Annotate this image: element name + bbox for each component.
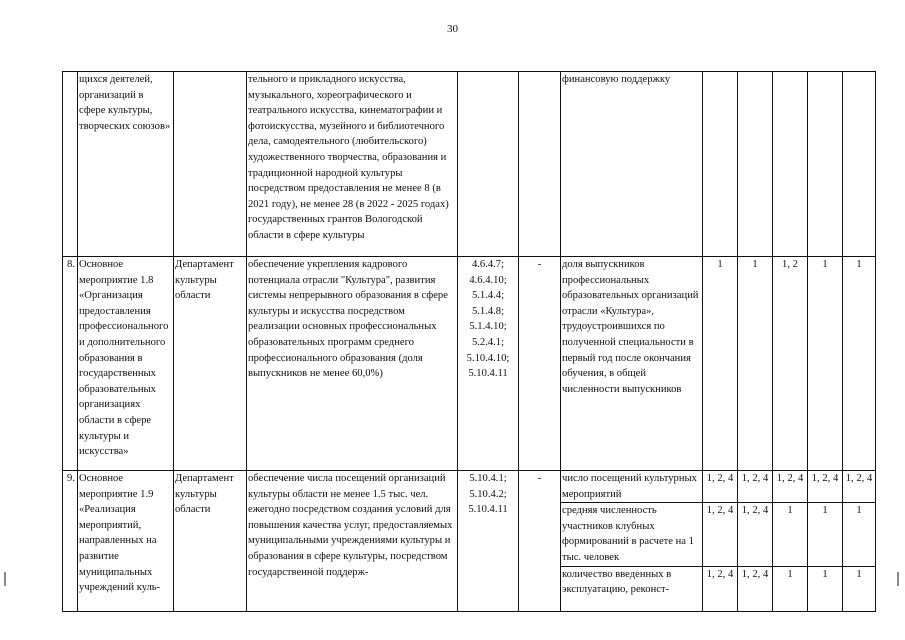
- year-value: 1, 2, 4: [738, 471, 773, 503]
- year-value: 1: [808, 503, 843, 566]
- year-value: 1: [738, 257, 773, 471]
- year-value: [738, 72, 773, 257]
- indicator-name: количество введенных в эксплуатацию, реконст-: [561, 566, 703, 611]
- year-value: 1, 2, 4: [703, 471, 738, 503]
- executor: [174, 72, 247, 257]
- table-row: [63, 72, 876, 257]
- indicator-name: финансовую поддержку: [561, 72, 703, 257]
- event-name: щихся деятелей, организаций в сфере культуры, творческих союзов»: [78, 72, 174, 257]
- indicator-name: доля выпускников профессиональных образовательных организаций отрасли «Культура», трудоустроившихся по полученной специальности в первый год после окончания обучения, в общей численности выпускников: [561, 257, 703, 471]
- year-value: 1: [843, 503, 876, 566]
- year-value: 1: [773, 566, 808, 611]
- dash-cell: [519, 72, 561, 257]
- year-value: 1: [773, 503, 808, 566]
- year-value: [703, 72, 738, 257]
- indicator-name: число посещений культурных мероприятий: [561, 471, 703, 503]
- expected-result: обеспечение числа посещений организаций культуры области не менее 1.5 тыс. чел. ежегодно посредством создания условий для повышения качества услуг, предоставляемых муниципальными учреждениями культуры и образования в сфере культуры, посредством государственной поддерж-: [247, 471, 458, 612]
- year-value: 1, 2, 4: [843, 471, 876, 503]
- year-value: 1: [843, 566, 876, 611]
- table-row: [63, 257, 876, 471]
- year-value: 1: [808, 257, 843, 471]
- year-value: 1: [808, 566, 843, 611]
- year-value: 1, 2, 4: [703, 566, 738, 611]
- year-value: [843, 72, 876, 257]
- indicator-name: средняя численность участников клубных формирований в расчете на 1 тыс. человек: [561, 503, 703, 566]
- executor: Департамент культуры области: [174, 257, 247, 471]
- strategy-codes: 5.10.4.1; 5.10.4.2; 5.10.4.11: [458, 471, 519, 612]
- page-number: 30: [447, 23, 458, 35]
- expected-result: тельного и прикладного искусства, музыкального, хореографического и театрального искусства, кинематографии и фотоискусства, музейного и библиотечного дела, самодеятельного (любительского) художественного творчества, образования и традиционной народной культуры посредством предоставления не менее 8 (в 2021 году), не менее 28 (в 2022 - 2025 годах) государственных грантов Вологодской области в сфере культуры: [247, 72, 458, 257]
- year-value: 1: [703, 257, 738, 471]
- year-value: 1, 2, 4: [738, 503, 773, 566]
- program-events-table: [62, 71, 876, 612]
- table-body: [63, 72, 876, 612]
- strategy-codes: [458, 72, 519, 257]
- year-value: [808, 72, 843, 257]
- right-margin-mark: [897, 572, 899, 586]
- year-value: 1: [843, 257, 876, 471]
- year-value: 1, 2: [773, 257, 808, 471]
- left-margin-mark: [4, 572, 6, 586]
- row-number: 9.: [63, 471, 78, 612]
- dash-cell: -: [519, 257, 561, 471]
- year-value: 1, 2, 4: [738, 566, 773, 611]
- row-number: 8.: [63, 257, 78, 471]
- executor: Департамент культуры области: [174, 471, 247, 612]
- row-number: [63, 72, 78, 257]
- year-value: 1, 2, 4: [703, 503, 738, 566]
- year-value: 1, 2, 4: [808, 471, 843, 503]
- event-name: Основное мероприятие 1.8 «Организация предоставления профессионального и дополнительного образования в государственных образовательных организациях области в сфере культуры и искусства»: [78, 257, 174, 471]
- dash-cell: -: [519, 471, 561, 612]
- year-value: 1, 2, 4: [773, 471, 808, 503]
- table-row: [63, 471, 876, 503]
- strategy-codes: 4.6.4.7; 4.6.4.10; 5.1.4.4; 5.1.4.8; 5.1.4.10; 5.2.4.1; 5.10.4.10; 5.10.4.11: [458, 257, 519, 471]
- event-name: Основное мероприятие 1.9 «Реализация мероприятий, направленных на развитие муниципальных учреждений куль-: [78, 471, 174, 612]
- year-value: [773, 72, 808, 257]
- expected-result: обеспечение укрепления кадрового потенциала отрасли "Культура", развития системы непрерывного образования в сфере культуры и искусства посредством реализации основных профессиональных образовательных программ среднего профессионального образования (доля выпускников не менее 60,0%): [247, 257, 458, 471]
